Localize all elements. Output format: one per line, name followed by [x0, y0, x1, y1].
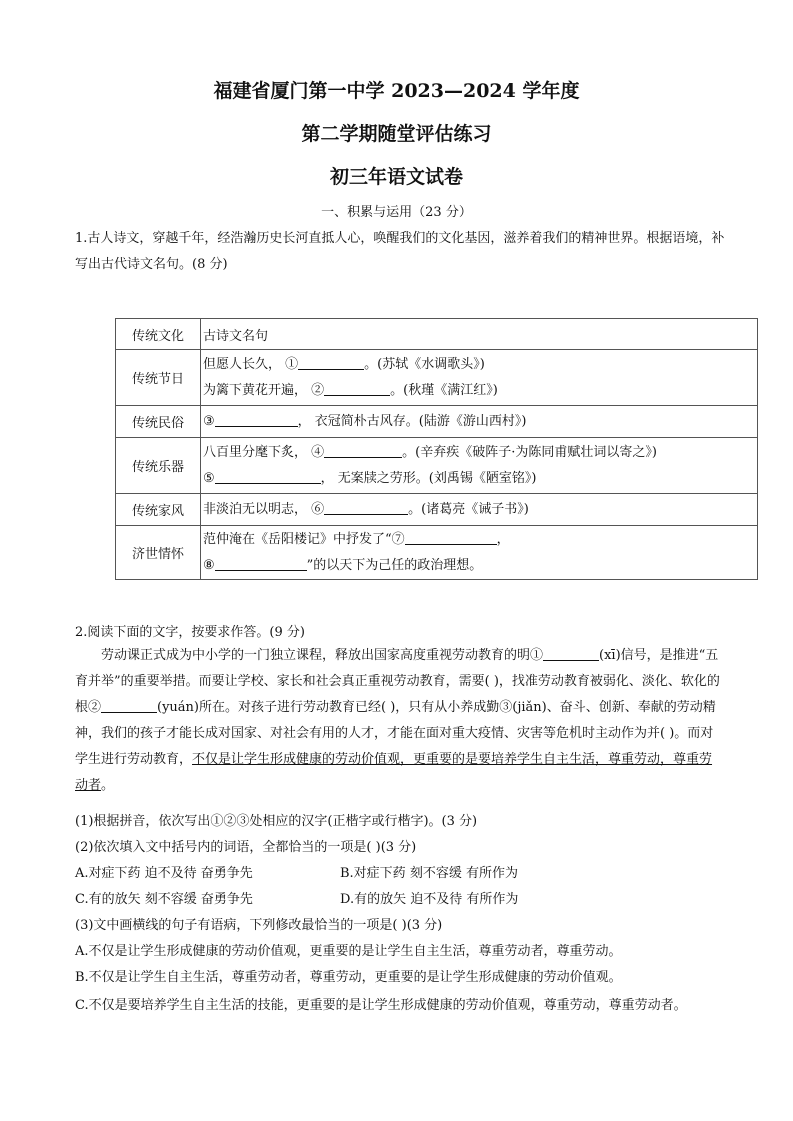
line-text: 。(诸葛亮《诫子书》) — [408, 501, 529, 517]
table-row-lines — [201, 350, 758, 406]
blank-8[interactable] — [215, 556, 307, 571]
passage-text: (yuán)所在。对孩子进行劳动教育已经( )，只有从小养成勤③(jiǎn)、奋斗、创新、奉献的劳动精神，我们的孩子才能长成对国家、对社会有用的人才，才能在面对重大疫情、灾害等危机时主动作为并( )。而对学生进行劳动教育， — [75, 700, 716, 767]
table-row — [116, 406, 758, 438]
option-a[interactable]: A.对症下药 迫不及待 奋勇争先 — [75, 866, 253, 881]
blank-3[interactable] — [215, 412, 298, 427]
table-header-lines: 古诗文名句 — [201, 319, 758, 350]
table-row — [116, 350, 758, 406]
sub-question-3: (3)文中画横线的句子有语病，下列修改最恰当的一项是( )(3 分) — [75, 918, 443, 933]
line-text: 。(苏轼《水调歌头》) — [364, 356, 485, 372]
table-row-category: 传统民俗 — [116, 406, 201, 438]
exam-title-school: 福建省厦门第一中学 2023—2024 学年度 — [213, 80, 580, 102]
poetry-table — [115, 318, 758, 580]
table-row — [116, 526, 758, 580]
line-text: ， 无案牍之劳形。(刘禹锡《陋室铭》) — [320, 470, 537, 486]
question-2-stem: 2.阅读下面的文字，按要求作答。(9 分) — [75, 625, 305, 640]
table-row-category: 传统节日 — [116, 350, 201, 406]
blank-5[interactable] — [215, 469, 321, 484]
line-text: ”的以天下为己任的政治理想。 — [306, 557, 483, 573]
exam-title-subject: 初三年语文试卷 — [329, 166, 463, 188]
table-header-category: 传统文化 — [116, 319, 201, 350]
pinyin-blank-1[interactable] — [543, 646, 599, 661]
option-c[interactable]: C.不仅是要培养学生自主生活的技能，更重要的是让学生形成健康的劳动价值观，尊重劳动，尊重劳动者。 — [75, 998, 687, 1013]
blank-4[interactable] — [324, 443, 402, 458]
section-heading: 一、积累与运用（23 分） — [321, 205, 472, 220]
passage-text: (xī)信号，是推进“五育并举”的重要举措。而要让学校、家长和社会真正重视劳动教育，需要( )，找准劳动教育被弱化、淡化、软化的根② — [75, 648, 720, 715]
underlined-sentence: 不仅是让学生形成健康的劳动价值观，更重要的是要培养学生自主生活，尊重劳动，尊重劳动者 — [75, 752, 713, 793]
line-text: ⑧ — [203, 557, 215, 573]
line-text: 。(辛弃疾《破阵子·为陈同甫赋壮词以寄之》) — [402, 444, 657, 460]
sub-question-2: (2)依次填入文中括号内的词语，全都恰当的一项是( )(3 分) — [75, 840, 417, 855]
table-header-row — [116, 319, 758, 350]
option-b[interactable]: B.对症下药 刻不容缓 有所作为 — [340, 866, 518, 881]
table-row-lines — [201, 494, 758, 526]
option-a[interactable]: A.不仅是让学生形成健康的劳动价值观，更重要的是让学生自主生活，尊重劳动者，尊重劳动。 — [75, 944, 622, 959]
line-text: 范仲淹在《岳阳楼记》中抒发了“⑦ — [203, 531, 405, 547]
reading-passage — [75, 643, 725, 799]
blank-6[interactable] — [324, 500, 408, 515]
table-row-lines — [201, 438, 758, 494]
blank-1[interactable] — [298, 355, 364, 370]
blank-2[interactable] — [324, 381, 390, 396]
line-text: ， 衣冠简朴古风存。(陆游《游山西村》) — [297, 413, 527, 429]
passage-text: 。 — [101, 778, 115, 793]
option-b[interactable]: B.不仅是让学生自主生活，尊重劳动者，尊重劳动，更重要的是让学生形成健康的劳动价值观。 — [75, 970, 622, 985]
option-d[interactable]: D.有的放矢 迫不及待 有所作为 — [340, 892, 519, 907]
line-text: 。(秋瑾《满江红》) — [390, 382, 498, 398]
table-row — [116, 494, 758, 526]
table-row — [116, 438, 758, 494]
line-text: 非淡泊无以明志， ⑥ — [203, 501, 325, 517]
line-text: 为篱下黄花开遍， ② — [203, 382, 325, 398]
line-text: ， — [496, 531, 510, 547]
line-text: ③ — [203, 413, 215, 429]
table-row-lines — [201, 526, 758, 580]
passage-text: 劳动课正式成为中小学的一门独立课程，释放出国家高度重视劳动教育的明① — [101, 648, 544, 663]
line-text: 八百里分麾下炙， ④ — [203, 444, 325, 460]
pinyin-blank-2[interactable] — [101, 698, 157, 713]
sub-question-1: (1)根据拼音，依次写出①②③处相应的汉字(正楷字或行楷字)。(3 分) — [75, 814, 478, 829]
line-text: ⑤ — [203, 470, 215, 486]
line-text: 但愿人长久， ① — [203, 356, 299, 372]
table-row-category: 传统乐器 — [116, 438, 201, 494]
question-1-stem: 1.古人诗文，穿越千年，经浩瀚历史长河直抵人心，唤醒我们的文化基因，滋养着我们的精神世界。根据语境，补写出古代诗文名句。(8 分) — [75, 231, 725, 272]
option-c[interactable]: C.有的放矢 刻不容缓 奋勇争先 — [75, 892, 253, 907]
table-row-category: 济世情怀 — [116, 526, 201, 580]
table-row-lines — [201, 406, 758, 438]
exam-title-term: 第二学期随堂评估练习 — [301, 123, 492, 145]
table-row-category: 传统家风 — [116, 494, 201, 526]
blank-7[interactable] — [405, 530, 497, 545]
